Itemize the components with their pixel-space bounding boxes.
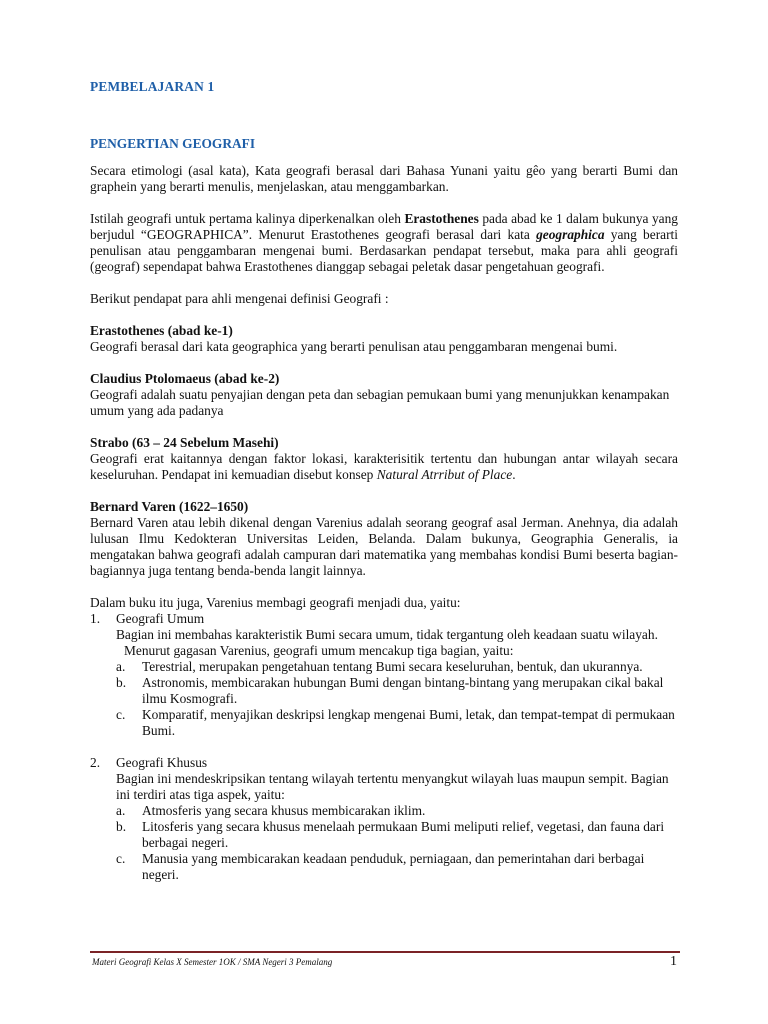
history-name: Erastothenes	[404, 211, 479, 226]
history-text-1: Istilah geografi untuk pertama kalinya diperkenalkan oleh	[90, 211, 405, 226]
expert-text-strabo	[90, 451, 678, 483]
division-intro: Dalam buku itu juga, Varenius membagi geografi menjadi dua, yaitu:	[90, 595, 461, 610]
division-khusus	[90, 755, 678, 771]
history-term: geographica	[536, 227, 605, 242]
history-text-2: pada abad ke 1 dalam bukunya yang berjudul “GEOGRAPHICA”. Menurut Erastothenes geografi berasal dari kata	[90, 211, 678, 242]
footer-text: Materi Geografi Kelas X Semester 1OK / SMA Negeri 3 Pemalang	[92, 957, 333, 967]
list-item-text: Terestrial, merupakan pengetahuan tentang Bumi secara keseluruhan, bentuk, dan ukurannya.	[142, 659, 643, 674]
list-item-label: b.	[116, 675, 127, 690]
list-item	[90, 819, 678, 851]
lesson-title: PEMBELAJARAN 1	[90, 79, 215, 94]
division-description: Bagian ini membahas karakteristik Bumi secara umum, tidak tergantung oleh keadaan suatu wilayah. Menurut gagasan Varenius, geografi umum mencakup tiga bagian, yaitu:	[116, 627, 658, 658]
page-content	[90, 79, 678, 883]
expert-text-ptolomaeus: Geografi adalah suatu penyajian dengan peta dan sebagian pemukaan bumi yang menunjukkan kenampakan umum yang ada padanya	[90, 387, 670, 418]
list-item-label: b.	[116, 819, 127, 834]
expert-heading-ptolomaeus: Claudius Ptolomaeus (abad ke-2)	[90, 371, 280, 386]
expert-heading-varen: Bernard Varen (1622–1650)	[90, 499, 249, 514]
history-paragraph	[90, 211, 678, 275]
list-item-label: c.	[116, 851, 126, 866]
list-item	[90, 803, 678, 819]
intro-paragraph: Secara etimologi (asal kata), Kata geografi berasal dari Bahasa Yunani yaitu gêo yang berarti Bumi dan graphein yang berarti menulis, menjelaskan, atau menggambarkan.	[90, 163, 678, 194]
expert-text-varen: Bernard Varen atau lebih dikenal dengan Varenius adalah seorang geograf asal Jerman. Anehnya, dia adalah lulusan Ilmu Kedokteran Universitas Leiden, Belanda. Dalam bukunya, Geographia Generalis, ia mengatakan bahwa geografi adalah campuran dari matematika yang membahas kondisi Bumi beserta bagian-bagiannya juga tentang benda-benda langit lainnya.	[90, 515, 678, 578]
expert-heading-erastothenes: Erastothenes (abad ke-1)	[90, 323, 233, 338]
strabo-concept: Natural Atrribut of Place	[376, 467, 513, 482]
division-title: Geografi Umum	[116, 611, 205, 626]
division-title: Geografi Khusus	[116, 755, 208, 770]
history-text-3: yang berarti penulisan atau penggambaran mengenai bumi. Berdasarkan pendapat tersebut, maka para ahli geografi (geograf) sependapat bahwa Erastothenes dianggap sebagai peletak dasar pengetahuan geografi.	[90, 227, 679, 274]
division-number: 1.	[90, 611, 101, 626]
list-item-text: Komparatif, menyajikan deskripsi lengkap mengenai Bumi, letak, dan tempat-tempat di permukaan Bumi.	[142, 707, 675, 738]
division-number: 2.	[90, 755, 101, 770]
list-item-label: a.	[116, 803, 126, 818]
list-item	[90, 851, 678, 883]
list-item-text: Astronomis, membicarakan hubungan Bumi dengan bintang-bintang yang merupakan cikal bakal ilmu Kosmografi.	[142, 675, 664, 706]
list-item-label: a.	[116, 659, 126, 674]
section-title: PENGERTIAN GEOGRAFI	[90, 136, 256, 151]
page-number: 1	[670, 954, 677, 969]
expert-text-erastothenes: Geografi berasal dari kata geographica yang berarti penulisan atau penggambaran mengenai bumi.	[90, 339, 618, 354]
list-item	[90, 675, 678, 707]
strabo-end: .	[512, 467, 516, 482]
list-item	[90, 707, 678, 739]
list-item-text: Manusia yang membicarakan keadaan penduduk, perniagaan, dan pemerintahan dari berbagai negeri.	[142, 851, 645, 882]
division-umum	[90, 611, 678, 627]
experts-intro: Berikut pendapat para ahli mengenai definisi Geografi :	[90, 291, 389, 306]
list-item	[90, 659, 678, 675]
strabo-text: Geografi erat kaitannya dengan faktor lokasi, karakterisitik tertentu dan hubungan antar wilayah secara keseluruhan. Pendapat ini kemuadian disebut konsep	[90, 451, 678, 482]
list-item-text: Atmosferis yang secara khusus membicarakan iklim.	[142, 803, 426, 818]
footer-rule	[90, 951, 680, 953]
list-item-text: Litosferis yang secara khusus menelaah permukaan Bumi meliputi relief, vegetasi, dan fauna dari berbagai negeri.	[142, 819, 665, 850]
expert-heading-strabo: Strabo (63 – 24 Sebelum Masehi)	[90, 435, 279, 450]
list-item-label: c.	[116, 707, 126, 722]
division-description: Bagian ini mendeskripsikan tentang wilayah tertentu menyangkut wilayah luas maupun sempit. Bagian ini terdiri atas tiga aspek, yaitu:	[116, 771, 669, 802]
